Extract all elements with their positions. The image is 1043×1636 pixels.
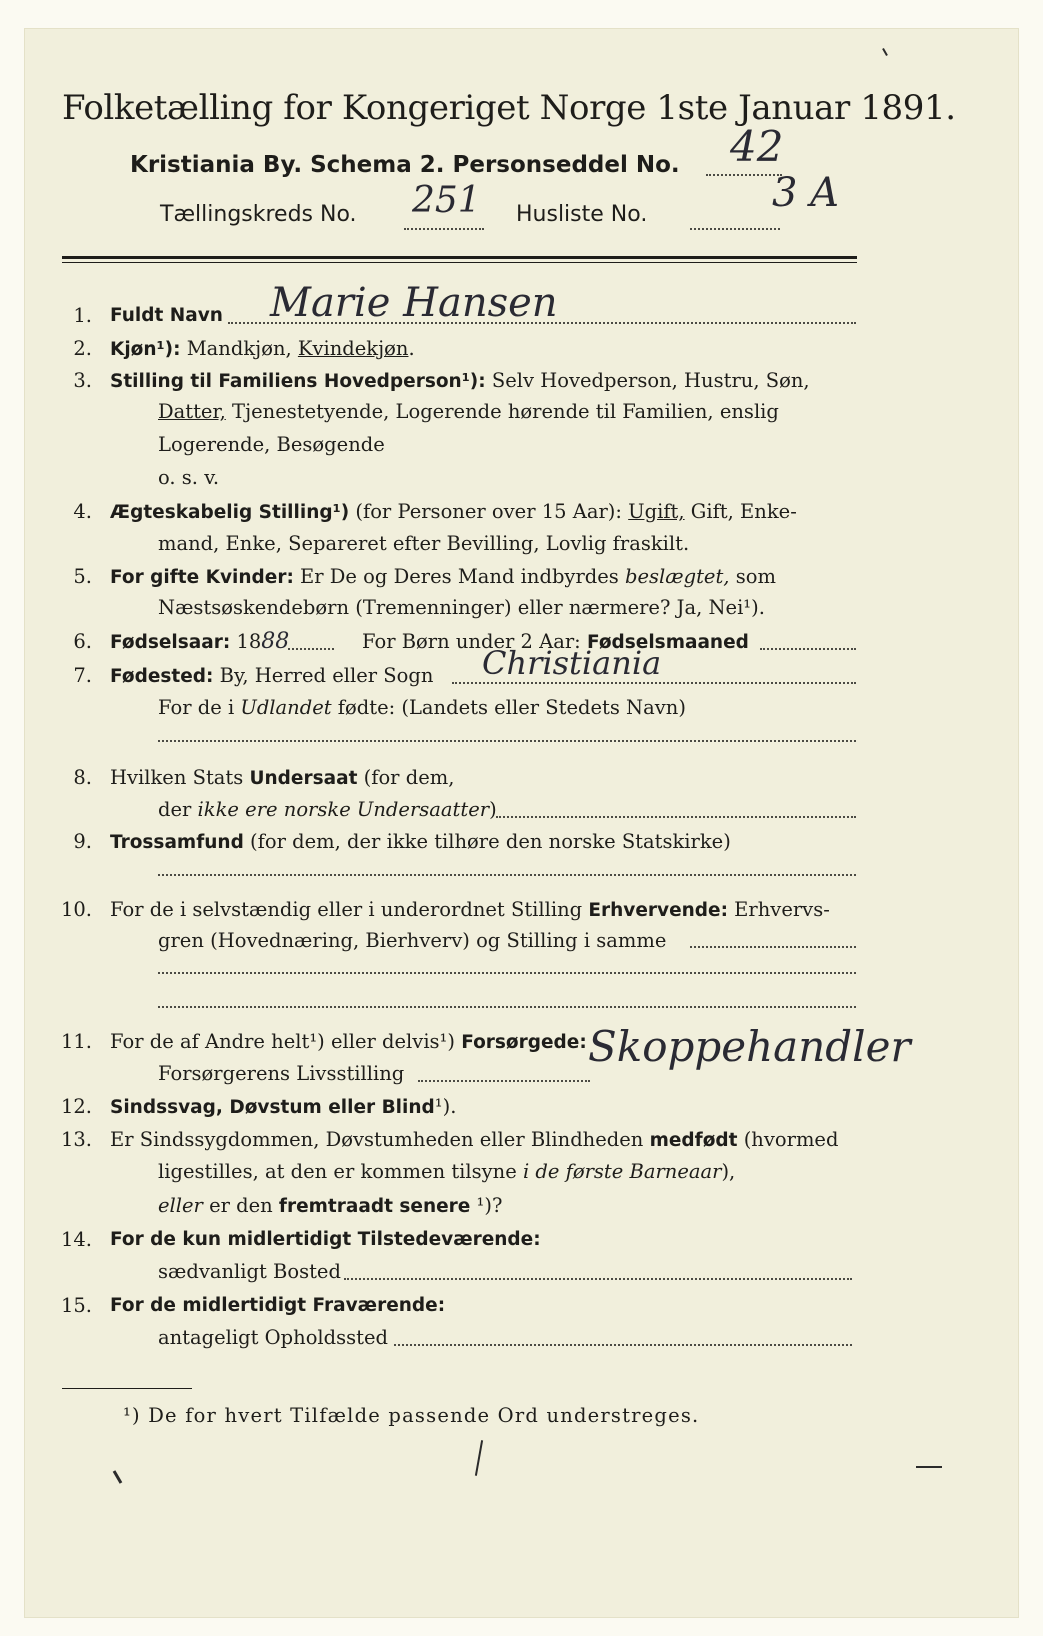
q10-text-1b: Erhvervs-	[727, 898, 830, 921]
husliste-label: Husliste No.	[516, 202, 648, 227]
q3-row-3: Logerende, Besøgende	[158, 433, 385, 456]
personseddel-dotted-line	[706, 174, 782, 176]
q11-dotted-line	[418, 1080, 590, 1082]
q3-text-1: Selv Hovedperson, Hustru, Søn,	[485, 369, 810, 392]
q13-label: medfødt	[649, 1130, 738, 1151]
q6-month-dotted-line	[760, 648, 856, 650]
q13-row-3	[158, 1194, 502, 1219]
q10-dotted-line-3	[158, 1006, 856, 1008]
q1-name-value: Marie Hansen	[270, 280, 558, 326]
q8-text-2a: der	[158, 798, 198, 821]
ink-mark	[916, 1466, 942, 1468]
q6-label: Fødselsaar:	[110, 632, 231, 653]
q4-row-2: mand, Enke, Separeret efter Bevilling, Lovlig fraskilt.	[158, 532, 690, 555]
q6-text: For Børn under 2 Aar:	[362, 630, 587, 653]
taellingskreds-label: Tællingskreds No.	[160, 202, 357, 227]
q11-label: Forsørgede:	[461, 1032, 587, 1053]
q12-text: ¹).	[434, 1095, 457, 1118]
q7-foreign-dotted-line	[158, 740, 856, 742]
q8-text-2b: )	[489, 798, 497, 821]
q13-text-2b: ),	[721, 1160, 736, 1183]
q14-label: For de kun midlertidigt Tilstedeværende:	[110, 1229, 541, 1250]
q3-text-2: Tjenestetyende, Logerende hørende til Familien, enslig	[225, 400, 779, 423]
census-form-sheet	[24, 28, 1019, 1618]
q10-dotted-line-1	[690, 946, 856, 948]
q14-dotted-line	[344, 1278, 852, 1280]
q2-option-mandkjon: Mandkjøn,	[180, 337, 298, 360]
q7-text-2a: For de i	[158, 696, 241, 719]
q6-label-2: Fødselsmaaned	[586, 632, 749, 653]
q13-eller: eller	[158, 1194, 203, 1217]
q13-text-1b: (hvormed	[737, 1128, 839, 1151]
q10-row-1	[110, 898, 830, 923]
header-rule	[62, 256, 857, 259]
q9-label: Trossamfund	[110, 832, 244, 853]
q9-number: 9.	[73, 830, 92, 853]
q12-number: 12.	[60, 1095, 92, 1118]
q10-number: 10.	[60, 898, 92, 921]
q10-row-2: gren (Hovednæring, Bierhverv) og Stilling i samme	[158, 929, 667, 952]
q13-text-2a: ligestilles, at den er kommen tilsyne	[158, 1160, 523, 1183]
q2-number: 2.	[73, 337, 92, 360]
q1-label: Fuldt Navn	[110, 305, 223, 326]
q11-occupation-value: Skoppehandler	[588, 1022, 911, 1071]
q8-row-2	[158, 798, 497, 822]
q9-row	[110, 830, 731, 855]
q6-year-dotted-line	[288, 648, 334, 650]
q13-row-1	[110, 1128, 838, 1153]
q15-label: For de midlertidigt Fraværende:	[110, 1295, 446, 1316]
q10-dotted-line-2	[158, 972, 856, 974]
q9-text: (for dem, der ikke tilhøre den norske Statskirke)	[243, 830, 731, 853]
q5-number: 5.	[73, 565, 92, 588]
q5-row-2: Næstsøskendebørn (Tremenninger) eller nærmere? Ja, Nei¹).	[158, 596, 765, 619]
q3-row-2	[158, 400, 779, 424]
husliste-dotted-line	[690, 228, 780, 230]
husliste-number: 3 A	[772, 170, 840, 216]
q4-option-ugift: Ugift,	[628, 500, 685, 523]
q8-dotted-line	[496, 816, 856, 818]
q13-label-2: fremtraadt senere	[278, 1196, 471, 1217]
form-subtitle: Kristiania By. Schema 2. Personseddel No.	[130, 152, 680, 178]
q5-text-2: som	[729, 565, 776, 588]
q8-italic: ikke ere norske Undersaatter	[197, 798, 490, 821]
q9-dotted-line	[158, 874, 856, 876]
q8-text-1b: (for dem,	[357, 766, 455, 789]
q14-number: 14.	[60, 1228, 92, 1251]
q8-text-1a: Hvilken Stats	[110, 766, 250, 789]
q7-number: 7.	[73, 664, 92, 687]
q3-row-4: o. s. v.	[158, 466, 220, 489]
footnote: ¹) De for hvert Tilfælde passende Ord understreges.	[123, 1404, 700, 1427]
q3-row-1	[110, 369, 810, 394]
q13-text-3b: ¹)?	[470, 1194, 503, 1217]
q3-option-datter: Datter,	[158, 400, 226, 423]
q8-label: Undersaat	[249, 768, 358, 789]
q2-row: Kjøn¹): Mandkjøn, Kvindekjøn.	[110, 337, 415, 360]
q7-row-2	[158, 696, 686, 720]
taellingskreds-dotted-line	[404, 228, 484, 230]
q4-number: 4.	[73, 500, 92, 523]
q12-label: Sindssvag, Døvstum eller Blind	[110, 1097, 435, 1118]
q11-number: 11.	[60, 1030, 92, 1053]
q12-row	[110, 1095, 456, 1120]
q7-text-2b: fødte: (Landets eller Stedets Navn)	[331, 696, 686, 719]
q7-udlandet: Udlandet	[240, 696, 332, 719]
q1-dotted-line	[228, 322, 856, 324]
q15-row-2: antageligt Opholdssted	[158, 1326, 389, 1349]
q7-birthplace-value: Christiania	[482, 644, 662, 682]
q7-text: By, Herred eller Sogn	[213, 664, 434, 687]
q2-option-kvindekjon: Kvindekjøn	[297, 337, 409, 360]
q11-row-1	[110, 1030, 587, 1055]
taellingskreds-number: 251	[412, 180, 481, 221]
q11-row-2: Forsørgerens Livsstilling	[158, 1062, 405, 1085]
q8-number: 8.	[73, 766, 92, 789]
q4-text-2: Gift, Enke-	[684, 500, 797, 523]
q7-row-1	[110, 664, 433, 689]
q5-row-1	[110, 565, 776, 590]
personseddel-number: 42	[730, 122, 784, 171]
q5-beslaegtet: beslægtet,	[625, 565, 730, 588]
footnote-rule	[62, 1388, 192, 1389]
q3-number: 3.	[73, 369, 92, 392]
q13-italic: i de første Barneaar	[522, 1160, 722, 1183]
q13-text-1a: Er Sindssygdommen, Døvstumheden eller Blindheden	[110, 1128, 650, 1151]
q15-dotted-line	[394, 1344, 852, 1346]
q3-label: Stilling til Familiens Hovedperson¹):	[110, 371, 486, 392]
q11-text-1: For de af Andre helt¹) eller delvis¹)	[110, 1030, 462, 1053]
q13-text-3a: er den	[202, 1194, 279, 1217]
q13-number: 13.	[60, 1128, 92, 1151]
q7-label: Fødested:	[110, 666, 214, 687]
q4-row-1	[110, 500, 797, 525]
q10-text-1a: For de i selvstændig eller i underordnet Stilling	[110, 898, 589, 921]
q10-label: Erhvervende:	[588, 900, 728, 921]
q8-row-1	[110, 766, 454, 791]
page-title: Folketælling for Kongeriget Norge 1ste Januar 1891.	[62, 88, 956, 128]
q6-year-prefix: 18	[230, 630, 262, 653]
q5-label: For gifte Kvinder:	[110, 567, 294, 588]
q14-row-2: sædvanligt Bosted	[158, 1260, 341, 1283]
q6-row	[110, 630, 289, 655]
q15-number: 15.	[60, 1294, 92, 1317]
q2-label: Kjøn¹):	[110, 339, 181, 360]
q13-row-2	[158, 1160, 735, 1184]
q4-label: Ægteskabelig Stilling¹)	[110, 502, 350, 523]
q6-number: 6.	[73, 630, 92, 653]
q7-dotted-line	[452, 682, 856, 684]
q4-text-1: (for Personer over 15 Aar):	[349, 500, 629, 523]
q1-number: 1.	[73, 304, 92, 327]
header-rule-thin	[62, 262, 857, 263]
q6-year-value: 88	[261, 629, 290, 654]
q5-text-1: Er De og Deres Mand indbyrdes	[293, 565, 625, 588]
